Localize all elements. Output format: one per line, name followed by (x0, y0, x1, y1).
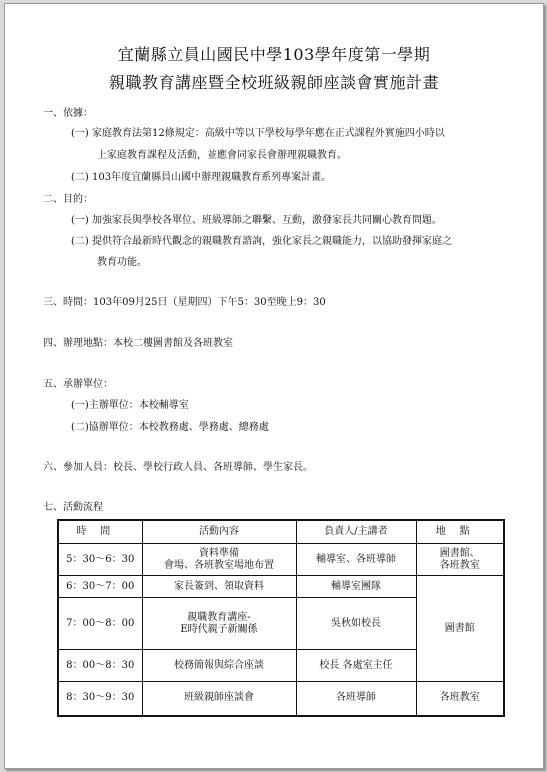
cell-content: 校務簡報與綜合座談 (142, 650, 296, 682)
cell-content: 班級親師座談會 (142, 682, 296, 716)
section-basis-item-2: (二) 103年度宜蘭縣員山國中辦理親職教育系列專案計畫。 (71, 172, 332, 183)
table-row (58, 544, 504, 576)
cell-person: 吳秋如校長 (296, 598, 416, 650)
document-subtitle: 親職教育講座暨全校班級親師座談會實施計畫 (108, 73, 439, 92)
header-time: 時間 (58, 520, 142, 544)
section-schedule-heading: 七、活動流程 (43, 502, 103, 513)
table-row (58, 682, 504, 716)
header-person: 負責人/主講者 (296, 520, 416, 544)
cell-time: 7：00～8：00 (58, 598, 142, 650)
section-basis-heading: 一、依據： (43, 108, 93, 119)
document-page (4, 3, 544, 769)
cell-person: 校長 各處室主任 (296, 650, 416, 682)
cell-person: 各班導師 (296, 682, 416, 716)
section-basis-item-1: (一) 家庭教育法第12條規定：高級中等以下學校每學年應在正式課程外實施四小時以 (71, 128, 445, 139)
cell-content-line: 會場、各班教室場地布置 (164, 559, 274, 571)
section-purpose-heading: 二、目的： (43, 194, 93, 205)
header-place: 地點 (416, 520, 504, 544)
cell-content-line: E時代親子新關係 (180, 623, 258, 635)
section-purpose-item-1: (一) 加強家長與學校各單位、班級導師之聯繫、互動，激發家長共同關心教育問題。 (71, 215, 442, 226)
cell-time: 8：30～9：30 (58, 682, 142, 716)
cell-time: 6：30～7：00 (58, 576, 142, 598)
cell-place (416, 544, 504, 576)
document-title: 宜蘭縣立員山國民中學103學年度第一學期 (117, 45, 431, 64)
cell-content: 家長簽到、領取資料 (142, 576, 296, 598)
cell-time: 8：00～8：30 (58, 650, 142, 682)
cell-time: 5：30～6：30 (58, 544, 142, 576)
section-purpose-item-2-cont: 教育功能。 (97, 257, 147, 268)
table-row (58, 576, 504, 598)
section-purpose-item-2: (二) 提供符合最新時代觀念的親職教育諮詢，強化家長之親職能力，以協助發揮家庭之 (71, 236, 452, 247)
cell-content-line: 資料準備 (199, 547, 239, 559)
cell-content (142, 544, 296, 576)
header-content: 活動內容 (142, 520, 296, 544)
table-header-row (58, 520, 504, 544)
cell-place-line: 圖書館、 (439, 547, 480, 559)
section-time: 三、時間：103年09月25日（星期四）下午5：30至晚上9：30 (43, 297, 326, 308)
cell-place: 各班教室 (416, 682, 504, 716)
cell-person: 輔導室、各班導師 (296, 544, 416, 576)
cell-place-line: 各班教室 (439, 559, 480, 571)
section-organizer-item-1: (一)主辦單位：本校輔導室 (71, 400, 189, 411)
cell-person: 輔導室團隊 (296, 576, 416, 598)
cell-place: 圖書館 (416, 576, 504, 682)
cell-content-line: 親職教育講座- (187, 611, 251, 623)
section-participants: 六、參加人員：校長、學校行政人員、各班導師、學生家長。 (43, 462, 313, 473)
section-organizer-item-2: (二)協辦單位：本校教務處、學務處、總務處 (71, 422, 269, 433)
cell-content (142, 598, 296, 650)
section-location: 四、辦理地點：本校二樓圖書館及各班教室 (43, 338, 233, 349)
section-basis-item-1-cont: 上家庭教育課程及活動，並應會同家長會辦理親職教育。 (97, 150, 347, 161)
schedule-table (57, 519, 505, 717)
section-organizer-heading: 五、承辦單位： (43, 379, 113, 390)
